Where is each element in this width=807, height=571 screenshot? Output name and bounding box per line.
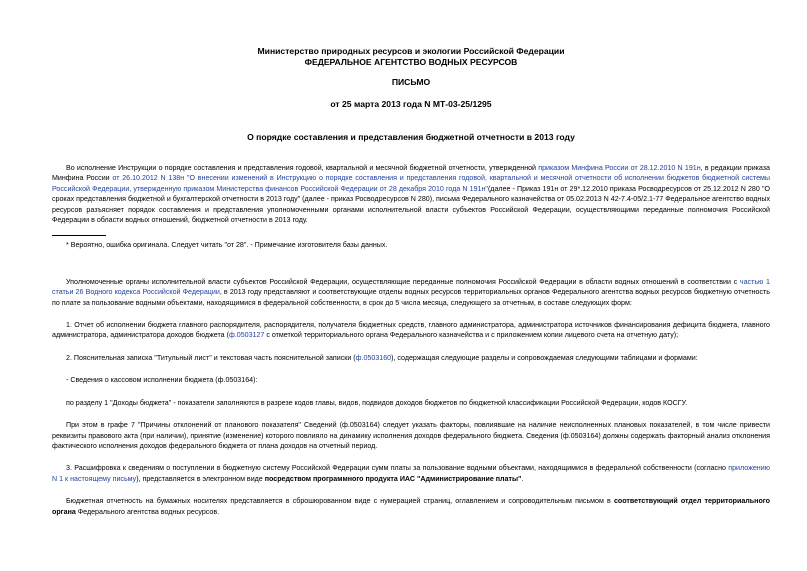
text-segment: . — [521, 474, 524, 483]
link-form-0503160[interactable]: ф.0503160 — [355, 353, 392, 362]
text-segment: , в редакции приказа Минфина России — [52, 164, 770, 183]
text-segment: с отметкой территориального органа Федерального казначейства и с приложением копии лицевого счета на отчетную дату); — [264, 331, 679, 340]
text-segment: Федерального агентства водных ресурсов. — [75, 507, 220, 516]
text-segment: Во исполнение Инструкции о порядке составления и представления годовой, квартальной и месячной бюджетной отчетности, утвержденной — [66, 164, 539, 172]
text-bold: посредством программного продукта ИАС "Администрирование платы" — [264, 474, 522, 483]
document-title: О порядке составления и представления бюджетной отчетности в 2013 году — [247, 132, 575, 142]
list-item-2-sub: - Сведения о кассовом исполнении бюджета (ф.0503164): — [66, 376, 258, 385]
text-segment: 2. Пояснительная записка "Титульный лист" и текстовая часть пояснительной записки ( — [66, 353, 356, 362]
paragraph-intro — [52, 163, 770, 225]
link-order-191n[interactable]: приказом Минфина России от 28.12.2010 N 191н — [538, 164, 701, 172]
text-segment: ), содержащая следующие разделы и сопровождаемая следующими таблицами и формами: — [391, 353, 698, 362]
document-page — [52, 46, 770, 517]
document-type: ПИСЬМО — [391, 77, 431, 87]
text-segment: (далее - Приказ 191н от 29*.12.2010 приказа Росводресурсов от 25.12.2012 N 280 "О сроках представления бюджетной и бухгалтерской отчетности в 2013 году" (далее - приказ Росводресурсов N 280), письма Федерального казначейства от 05.02.2013 N 42-7.4-05/2.1-77 Федеральное агентство водных ресурсов разъясняет порядок составления и представления уполномоченными органами исполнительной власти субъектов Российской Федерации, осуществляющими переданные полномочия Российской Федерации в области водных отношений, бюджетной отчетности в 2013 году. — [52, 184, 770, 225]
list-item-3 — [52, 463, 770, 484]
document-date-number: от 25 марта 2013 года N МТ-03-25/1295 — [330, 99, 492, 109]
link-water-code-article-26[interactable]: частью 1 статьи 26 Водного кодекса Российской Федерации — [52, 277, 770, 297]
text-segment: Бюджетная отчетность на бумажных носителях представляется в сброшюрованном виде с нумерацией страниц, оглавлением и сопроводительным письмом в — [66, 497, 614, 506]
text-segment: , в 2013 году представляют и соответствующие отделы водных ресурсов территориальных органов Федерального агентства водных ресурсов бюджетную отчетность по плате за пользование водными объектами, находящимися в федеральной собственности, в срок до 5 числа месяца, следующего за отчетным, в составе следующих форм: — [52, 288, 770, 307]
link-order-138n[interactable]: от 26.10.2012 N 138н "О внесении изменений в Инструкцию о порядке составления и представления годовой, квартальной и месячной отчетности об исполнении бюджетов бюджетной системы Российской Федерации, утвержденную приказом Министерства финансов Российской Федерации от 28 декабря 2010 года N 191н" — [52, 174, 770, 193]
text-segment: Уполномоченные органы исполнительной власти субъектов Российской Федерации, осуществляющие переданные полномочия Российской Федерации в области водных отношений в соответствии с — [66, 277, 740, 286]
list-item-1 — [52, 320, 770, 341]
text-segment: 3. Расшифровка к сведениям о поступлении в бюджетную систему Российской Федерации сумм платы за пользование водными объектами, находящимися в федеральной собственности (согласно — [66, 464, 729, 473]
link-form-0503127[interactable]: ф.0503127 — [228, 331, 265, 340]
agency-name: ФЕДЕРАЛЬНОЕ АГЕНТСТВО ВОДНЫХ РЕСУРСОВ — [304, 57, 518, 67]
org-name: Министерство природных ресурсов и экологии Российской Федерации — [257, 46, 565, 56]
footnote: * Вероятно, ошибка оригинала. Следует читать "от 28". - Примечание изготовителя базы данных. — [66, 241, 388, 250]
text-segment: ), представляется в электронном виде — [136, 474, 265, 483]
paragraph-authorities — [52, 277, 770, 308]
list-item-2-sub-detail: по разделу 1 "Доходы бюджета" - показатели заполняются в разрезе кодов главы, видов, подвидов доходов бюджетов по бюджетной классификации Российской Федерации, кодов КОСГУ. — [66, 398, 688, 407]
footnote-divider — [52, 235, 106, 236]
paragraph-paper-reporting — [52, 496, 770, 517]
link-appendix-1[interactable]: приложению N 1 к настоящему письму — [52, 464, 770, 483]
list-item-2 — [52, 353, 770, 363]
text-bold: соответствующий отдел территориального органа — [52, 497, 770, 516]
text-segment: 1. Отчет об исполнении бюджета главного распорядителя, распорядителя, получателя бюджетных средств, главного администратора, администратора источников финансирования дефицита бюджета, главного администратора, администратора доходов бюджета ( — [52, 321, 770, 340]
list-item-2-note: При этом в графе 7 "Причины отклонений от планового показателя" Сведений (ф.0503164) следует указать факторы, повлиявшие на наличие неисполненных плановых показателей, в том числе привести реквизиты правового акта (при наличии), принятие (изменение) которого повлияло на динамику исполнения доходов федерального бюджета. Сведения (ф.0503164) должны содержать факторный анализ отклонения фактического исполнения доходов федерального бюджета от плана доходов на отчетный период. — [52, 421, 770, 450]
